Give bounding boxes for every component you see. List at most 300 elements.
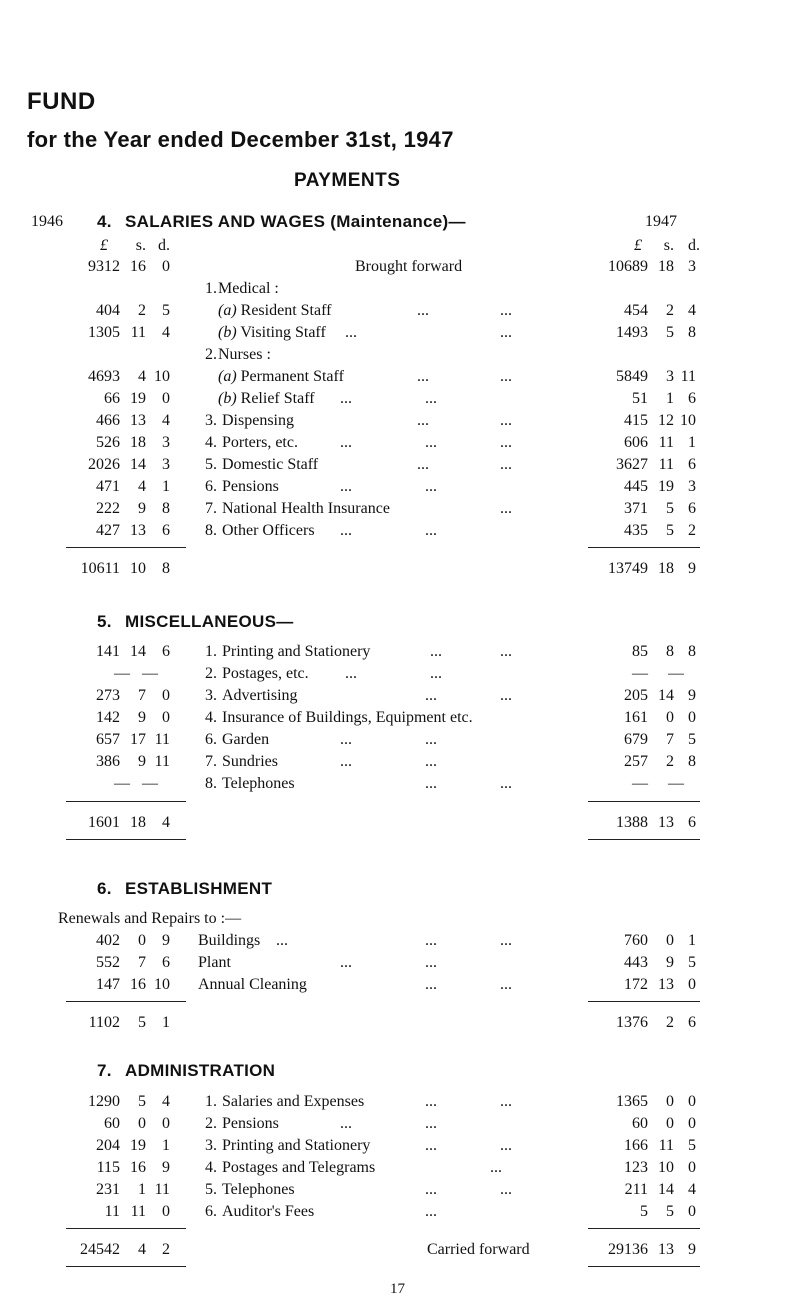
amount-shillings-1946: 4 bbox=[138, 368, 146, 385]
leader-dots: ... bbox=[500, 932, 512, 949]
amount-pence-1947: 0 bbox=[688, 1203, 696, 1220]
amount-pence-1947: 9 bbox=[688, 687, 696, 704]
amount-pence-1947: 5 bbox=[688, 1137, 696, 1154]
table-row bbox=[0, 709, 801, 731]
amount-shillings-1946: 0 bbox=[138, 932, 146, 949]
table-row bbox=[0, 412, 801, 434]
amount-pounds-1947: 10689 bbox=[608, 258, 648, 275]
carried-shillings-1947: 13 bbox=[658, 1241, 674, 1258]
amount-pence-1946: 6 bbox=[162, 643, 170, 660]
leader-dots: ... bbox=[425, 390, 437, 407]
amount-pence-1947: 0 bbox=[688, 709, 696, 726]
leader-dots: ... bbox=[417, 302, 429, 319]
amount-shillings-1947: 19 bbox=[658, 478, 674, 495]
amount-shillings-1947: — bbox=[668, 775, 684, 792]
item-number: 2. bbox=[205, 1115, 217, 1132]
leader-dots: ... bbox=[340, 954, 352, 971]
amount-shillings-1946: 1 bbox=[138, 1181, 146, 1198]
table-row bbox=[0, 976, 801, 998]
amount-pounds-1946: 60 bbox=[104, 1115, 120, 1132]
total-pence-1946: 4 bbox=[162, 814, 170, 831]
amount-pounds-1947: 257 bbox=[624, 753, 648, 770]
leader-dots: ... bbox=[430, 665, 442, 682]
amount-pence-1946: 0 bbox=[162, 258, 170, 275]
amount-pence-1946: 0 bbox=[162, 709, 170, 726]
section-6-number: 6. bbox=[97, 879, 112, 898]
carried-pence-1947: 9 bbox=[688, 1241, 696, 1258]
amount-pence-1946: 11 bbox=[154, 731, 170, 748]
section-5-number: 5. bbox=[97, 612, 112, 631]
amount-shillings-1946: 9 bbox=[138, 500, 146, 517]
amount-shillings-1946: — bbox=[142, 665, 158, 682]
section-4-number: 4. bbox=[97, 212, 112, 231]
amount-pence-1946: 4 bbox=[162, 412, 170, 429]
section-7-title: ADMINISTRATION bbox=[125, 1061, 276, 1080]
amount-shillings-1946: 14 bbox=[130, 456, 146, 473]
carried-forward-label: Carried forward bbox=[427, 1241, 530, 1258]
row-label: Garden bbox=[222, 731, 270, 748]
item-number: 6. bbox=[205, 1203, 217, 1220]
amount-shillings-1946: 16 bbox=[130, 258, 146, 275]
total-shillings-1946: 5 bbox=[138, 1014, 146, 1031]
amount-pounds-1946: 1305 bbox=[88, 324, 120, 341]
shilling-head-1947: s. bbox=[663, 237, 674, 254]
item-number: 8. bbox=[205, 522, 217, 539]
amount-shillings-1946: — bbox=[142, 775, 158, 792]
leader-dots: ... bbox=[425, 687, 437, 704]
amount-pounds-1947: 435 bbox=[624, 522, 648, 539]
amount-pounds-1947: 161 bbox=[624, 709, 648, 726]
amount-pence-1947: 8 bbox=[688, 324, 696, 341]
leader-dots: ... bbox=[340, 1115, 352, 1132]
amount-pence-1947: 1 bbox=[688, 434, 696, 451]
amount-shillings-1946: 19 bbox=[130, 1137, 146, 1154]
amount-pounds-1946: 552 bbox=[96, 954, 120, 971]
row-label: Insurance of Buildings, Equipment etc. bbox=[222, 709, 473, 726]
row-label: Dispensing bbox=[222, 412, 294, 429]
amount-shillings-1946: 9 bbox=[138, 709, 146, 726]
row-label: (a) Resident Staff bbox=[218, 302, 332, 319]
item-number: 7. bbox=[205, 753, 217, 770]
page-subtitle: for the Year ended December 31st, 1947 bbox=[27, 127, 454, 152]
item-number: 3. bbox=[205, 412, 217, 429]
table-row bbox=[0, 456, 801, 478]
leader-dots: ... bbox=[425, 1181, 437, 1198]
total-row bbox=[0, 560, 801, 582]
leader-dots: ... bbox=[500, 412, 512, 429]
divider bbox=[588, 839, 700, 840]
row-label: (b) Relief Staff bbox=[218, 390, 315, 407]
amount-pence-1947: 3 bbox=[688, 258, 696, 275]
leader-dots: ... bbox=[500, 687, 512, 704]
amount-shillings-1946: 16 bbox=[130, 1159, 146, 1176]
total-pounds-1947: 1376 bbox=[616, 1014, 648, 1031]
row-label: National Health Insurance bbox=[222, 500, 390, 517]
item-number: 4. bbox=[205, 434, 217, 451]
amount-shillings-1946: 18 bbox=[130, 434, 146, 451]
total-row bbox=[0, 1014, 801, 1036]
leader-dots: ... bbox=[500, 1181, 512, 1198]
leader-dots: ... bbox=[276, 932, 288, 949]
amount-pounds-1946: 526 bbox=[96, 434, 120, 451]
table-row bbox=[0, 665, 801, 687]
amount-shillings-1947: 0 bbox=[666, 1093, 674, 1110]
amount-pounds-1946: 115 bbox=[96, 1159, 120, 1176]
amount-pence-1947: 3 bbox=[688, 478, 696, 495]
amount-shillings-1946: 4 bbox=[138, 478, 146, 495]
leader-dots: ... bbox=[500, 643, 512, 660]
amount-pounds-1947: 415 bbox=[624, 412, 648, 429]
amount-pounds-1947: 679 bbox=[624, 731, 648, 748]
amount-shillings-1947: 10 bbox=[658, 1159, 674, 1176]
item-number: 3. bbox=[205, 1137, 217, 1154]
amount-pounds-1947: 1365 bbox=[616, 1093, 648, 1110]
leader-dots: ... bbox=[425, 1137, 437, 1154]
item-number: 1. bbox=[205, 643, 217, 660]
row-label: Salaries and Expenses bbox=[222, 1093, 365, 1110]
table-row bbox=[0, 368, 801, 390]
year-1947-heading: 1947 bbox=[645, 213, 677, 230]
leader-dots: ... bbox=[340, 731, 352, 748]
amount-pence-1947: 2 bbox=[688, 522, 696, 539]
amount-pounds-1947: 5 bbox=[640, 1203, 648, 1220]
amount-shillings-1947: 0 bbox=[666, 709, 674, 726]
amount-shillings-1947: 2 bbox=[666, 753, 674, 770]
row-label: Brought forward bbox=[355, 258, 463, 275]
leader-dots: ... bbox=[500, 775, 512, 792]
amount-pence-1947: 0 bbox=[688, 1115, 696, 1132]
amount-pence-1946: 6 bbox=[162, 954, 170, 971]
amount-pounds-1947: 606 bbox=[624, 434, 648, 451]
item-number: 1. bbox=[205, 280, 217, 297]
leader-dots: ... bbox=[500, 302, 512, 319]
amount-pence-1946: 6 bbox=[162, 522, 170, 539]
divider bbox=[588, 1001, 700, 1002]
amount-pence-1946: 1 bbox=[162, 1137, 170, 1154]
amount-pounds-1946: 386 bbox=[96, 753, 120, 770]
leader-dots: ... bbox=[345, 324, 357, 341]
amount-pence-1947: 0 bbox=[688, 1159, 696, 1176]
amount-shillings-1946: 13 bbox=[130, 412, 146, 429]
leader-dots: ... bbox=[500, 324, 512, 341]
amount-pence-1947: 6 bbox=[688, 500, 696, 517]
carried-pounds-1946: 24542 bbox=[80, 1241, 120, 1258]
leader-dots: ... bbox=[425, 478, 437, 495]
leader-dots: ... bbox=[425, 522, 437, 539]
pence-head-1947: d. bbox=[688, 237, 700, 254]
item-number: 7. bbox=[205, 500, 217, 517]
row-label: Printing and Stationery bbox=[222, 643, 371, 660]
divider bbox=[66, 839, 186, 840]
amount-pounds-1947: — bbox=[632, 775, 648, 792]
amount-pence-1946: 9 bbox=[162, 1159, 170, 1176]
amount-pounds-1947: 172 bbox=[624, 976, 648, 993]
divider bbox=[66, 1266, 186, 1267]
leader-dots: ... bbox=[500, 976, 512, 993]
row-label: Other Officers bbox=[222, 522, 315, 539]
leader-dots: ... bbox=[500, 368, 512, 385]
amount-pounds-1947: 454 bbox=[624, 302, 648, 319]
amount-shillings-1947: 13 bbox=[658, 976, 674, 993]
amount-pence-1947: 6 bbox=[688, 456, 696, 473]
amount-pounds-1947: — bbox=[632, 665, 648, 682]
amount-pounds-1947: 60 bbox=[632, 1115, 648, 1132]
table-row bbox=[0, 954, 801, 976]
item-number: 1. bbox=[205, 1093, 217, 1110]
item-number: 4. bbox=[205, 709, 217, 726]
item-number: 5. bbox=[205, 1181, 217, 1198]
amount-pence-1946: 11 bbox=[154, 753, 170, 770]
leader-dots: ... bbox=[425, 434, 437, 451]
leader-dots: ... bbox=[425, 954, 437, 971]
amount-pounds-1946: 657 bbox=[96, 731, 120, 748]
amount-pence-1946: 0 bbox=[162, 1203, 170, 1220]
amount-pence-1947: 1 bbox=[688, 932, 696, 949]
amount-shillings-1946: 11 bbox=[130, 1203, 146, 1220]
payments-heading: PAYMENTS bbox=[294, 170, 401, 191]
amount-pounds-1946: 402 bbox=[96, 932, 120, 949]
amount-shillings-1947: 11 bbox=[658, 434, 674, 451]
item-number: 8. bbox=[205, 775, 217, 792]
amount-pence-1947: 4 bbox=[688, 1181, 696, 1198]
divider bbox=[588, 547, 700, 548]
leader-dots: ... bbox=[500, 1093, 512, 1110]
amount-pounds-1947: 443 bbox=[624, 954, 648, 971]
amount-shillings-1947: 0 bbox=[666, 1115, 674, 1132]
amount-pence-1946: 0 bbox=[162, 687, 170, 704]
amount-pence-1946: 10 bbox=[154, 368, 170, 385]
amount-pence-1947: 6 bbox=[688, 390, 696, 407]
amount-shillings-1946: 11 bbox=[130, 324, 146, 341]
table-row bbox=[0, 346, 801, 368]
divider bbox=[588, 1228, 700, 1229]
amount-pounds-1947: 51 bbox=[632, 390, 648, 407]
total-pounds-1947: 1388 bbox=[616, 814, 648, 831]
table-row bbox=[0, 434, 801, 456]
amount-pence-1946: 4 bbox=[162, 1093, 170, 1110]
row-label: Postages, etc. bbox=[222, 665, 309, 682]
table-row bbox=[0, 522, 801, 544]
leader-dots: ... bbox=[500, 456, 512, 473]
table-row bbox=[0, 1181, 801, 1203]
amount-shillings-1947: 0 bbox=[666, 932, 674, 949]
amount-pence-1947: 10 bbox=[680, 412, 696, 429]
amount-pounds-1947: 205 bbox=[624, 687, 648, 704]
section-6-subhead: Renewals and Repairs to :— bbox=[58, 910, 242, 927]
row-label: Pensions bbox=[222, 1115, 279, 1132]
item-number: 2. bbox=[205, 665, 217, 682]
carried-shillings-1946: 4 bbox=[138, 1241, 146, 1258]
divider bbox=[588, 1266, 700, 1267]
total-pence-1946: 8 bbox=[162, 560, 170, 577]
amount-pence-1947: 8 bbox=[688, 753, 696, 770]
amount-pounds-1946: 11 bbox=[104, 1203, 120, 1220]
leader-dots: ... bbox=[340, 478, 352, 495]
leader-dots: ... bbox=[417, 456, 429, 473]
amount-pounds-1946: 142 bbox=[96, 709, 120, 726]
amount-shillings-1946: 14 bbox=[130, 643, 146, 660]
amount-shillings-1947: 5 bbox=[666, 1203, 674, 1220]
total-shillings-1946: 18 bbox=[130, 814, 146, 831]
amount-shillings-1947: 11 bbox=[658, 456, 674, 473]
row-label: Postages and Telegrams bbox=[222, 1159, 376, 1176]
amount-pence-1946: 3 bbox=[162, 434, 170, 451]
row-label: Sundries bbox=[222, 753, 278, 770]
leader-dots: ... bbox=[430, 643, 442, 660]
carried-forward-row bbox=[0, 1241, 801, 1263]
amount-shillings-1946: 13 bbox=[130, 522, 146, 539]
amount-pence-1946: 4 bbox=[162, 324, 170, 341]
amount-shillings-1946: 7 bbox=[138, 687, 146, 704]
row-label: Annual Cleaning bbox=[198, 976, 307, 993]
row-label: Domestic Staff bbox=[222, 456, 319, 473]
leader-dots: ... bbox=[500, 1137, 512, 1154]
total-pence-1947: 6 bbox=[688, 814, 696, 831]
amount-shillings-1946: 16 bbox=[130, 976, 146, 993]
total-pence-1947: 9 bbox=[688, 560, 696, 577]
leader-dots: ... bbox=[425, 775, 437, 792]
amount-pounds-1946: 204 bbox=[96, 1137, 120, 1154]
amount-shillings-1947: 2 bbox=[666, 302, 674, 319]
amount-shillings-1947: 8 bbox=[666, 643, 674, 660]
amount-pounds-1946: 66 bbox=[104, 390, 120, 407]
total-shillings-1946: 10 bbox=[130, 560, 146, 577]
row-label: Nurses : bbox=[218, 346, 271, 363]
total-row bbox=[0, 814, 801, 836]
amount-pounds-1946: — bbox=[114, 775, 130, 792]
amount-pence-1947: 5 bbox=[688, 954, 696, 971]
amount-shillings-1947: 5 bbox=[666, 324, 674, 341]
amount-pence-1946: 5 bbox=[162, 302, 170, 319]
item-number: 2. bbox=[205, 346, 217, 363]
divider bbox=[66, 1001, 186, 1002]
amount-shillings-1947: 11 bbox=[658, 1137, 674, 1154]
amount-pence-1947: 4 bbox=[688, 302, 696, 319]
leader-dots: ... bbox=[425, 932, 437, 949]
leader-dots: ... bbox=[417, 412, 429, 429]
amount-pence-1946: 11 bbox=[154, 1181, 170, 1198]
amount-pounds-1946: 404 bbox=[96, 302, 120, 319]
leader-dots: ... bbox=[345, 665, 357, 682]
row-label: Advertising bbox=[222, 687, 298, 704]
amount-pounds-1946: 141 bbox=[96, 643, 120, 660]
carried-pence-1946: 2 bbox=[162, 1241, 170, 1258]
section-5-title: MISCELLANEOUS— bbox=[125, 612, 294, 631]
leader-dots: ... bbox=[425, 1203, 437, 1220]
total-pounds-1946: 1102 bbox=[88, 1014, 120, 1031]
amount-shillings-1947: 14 bbox=[658, 1181, 674, 1198]
table-row bbox=[0, 1137, 801, 1159]
amount-shillings-1947: 1 bbox=[666, 390, 674, 407]
leader-dots: ... bbox=[425, 976, 437, 993]
section-6-title: ESTABLISHMENT bbox=[125, 879, 273, 898]
table-row bbox=[0, 643, 801, 665]
amount-pounds-1947: 3627 bbox=[616, 456, 648, 473]
divider bbox=[66, 1228, 186, 1229]
row-label: Plant bbox=[198, 954, 231, 971]
leader-dots: ... bbox=[340, 522, 352, 539]
table-row bbox=[0, 324, 801, 346]
amount-pounds-1946: 147 bbox=[96, 976, 120, 993]
amount-shillings-1947: 5 bbox=[666, 500, 674, 517]
section-7-number: 7. bbox=[97, 1061, 112, 1080]
row-label: Printing and Stationery bbox=[222, 1137, 371, 1154]
amount-pence-1946: 9 bbox=[162, 932, 170, 949]
table-row bbox=[0, 1093, 801, 1115]
section-4-title: SALARIES AND WAGES (Maintenance)— bbox=[125, 212, 466, 231]
year-1946-heading: 1946 bbox=[31, 213, 63, 230]
amount-pence-1946: 0 bbox=[162, 390, 170, 407]
total-pence-1946: 1 bbox=[162, 1014, 170, 1031]
amount-pounds-1947: 5849 bbox=[616, 368, 648, 385]
amount-pounds-1946: 466 bbox=[96, 412, 120, 429]
row-label: Buildings bbox=[198, 932, 261, 949]
table-row bbox=[0, 302, 801, 324]
table-row bbox=[0, 478, 801, 500]
amount-pence-1946: 8 bbox=[162, 500, 170, 517]
carried-pounds-1947: 29136 bbox=[608, 1241, 648, 1258]
leader-dots: ... bbox=[425, 1093, 437, 1110]
amount-pence-1946: 10 bbox=[154, 976, 170, 993]
amount-pence-1947: 5 bbox=[688, 731, 696, 748]
page-number: 17 bbox=[390, 1281, 405, 1297]
row-label: Medical : bbox=[218, 280, 279, 297]
amount-pounds-1946: 9312 bbox=[88, 258, 120, 275]
amount-shillings-1947: 18 bbox=[658, 258, 674, 275]
item-number: 6. bbox=[205, 478, 217, 495]
item-number: 3. bbox=[205, 687, 217, 704]
amount-shillings-1947: 5 bbox=[666, 522, 674, 539]
leader-dots: ... bbox=[340, 434, 352, 451]
amount-pounds-1947: 211 bbox=[624, 1181, 648, 1198]
total-pence-1947: 6 bbox=[688, 1014, 696, 1031]
total-pounds-1946: 1601 bbox=[88, 814, 120, 831]
amount-pence-1947: 0 bbox=[688, 1093, 696, 1110]
table-row bbox=[0, 1115, 801, 1137]
amount-shillings-1946: 9 bbox=[138, 753, 146, 770]
amount-pence-1947: 11 bbox=[680, 368, 696, 385]
leader-dots: ... bbox=[490, 1159, 502, 1176]
amount-pence-1946: 0 bbox=[162, 1115, 170, 1132]
amount-shillings-1946: 0 bbox=[138, 1115, 146, 1132]
amount-pounds-1947: 760 bbox=[624, 932, 648, 949]
divider bbox=[66, 801, 186, 802]
leader-dots: ... bbox=[425, 753, 437, 770]
amount-pounds-1947: 371 bbox=[624, 500, 648, 517]
amount-pounds-1946: 471 bbox=[96, 478, 120, 495]
table-row bbox=[0, 932, 801, 954]
total-shillings-1947: 13 bbox=[658, 814, 674, 831]
amount-shillings-1947: — bbox=[668, 665, 684, 682]
table-row bbox=[0, 687, 801, 709]
pound-head: £ bbox=[100, 237, 108, 254]
amount-pence-1947: 0 bbox=[688, 976, 696, 993]
amount-shillings-1946: 2 bbox=[138, 302, 146, 319]
amount-shillings-1947: 3 bbox=[666, 368, 674, 385]
total-shillings-1947: 2 bbox=[666, 1014, 674, 1031]
amount-pounds-1946: 222 bbox=[96, 500, 120, 517]
amount-shillings-1947: 7 bbox=[666, 731, 674, 748]
shilling-head: s. bbox=[135, 237, 146, 254]
table-row bbox=[0, 731, 801, 753]
row-label: Pensions bbox=[222, 478, 279, 495]
total-pounds-1946: 10611 bbox=[80, 560, 120, 577]
amount-pounds-1946: 1290 bbox=[88, 1093, 120, 1110]
row-label: Telephones bbox=[222, 775, 295, 792]
amount-pounds-1946: 427 bbox=[96, 522, 120, 539]
pound-head-1947: £ bbox=[634, 237, 642, 254]
divider bbox=[66, 547, 186, 548]
